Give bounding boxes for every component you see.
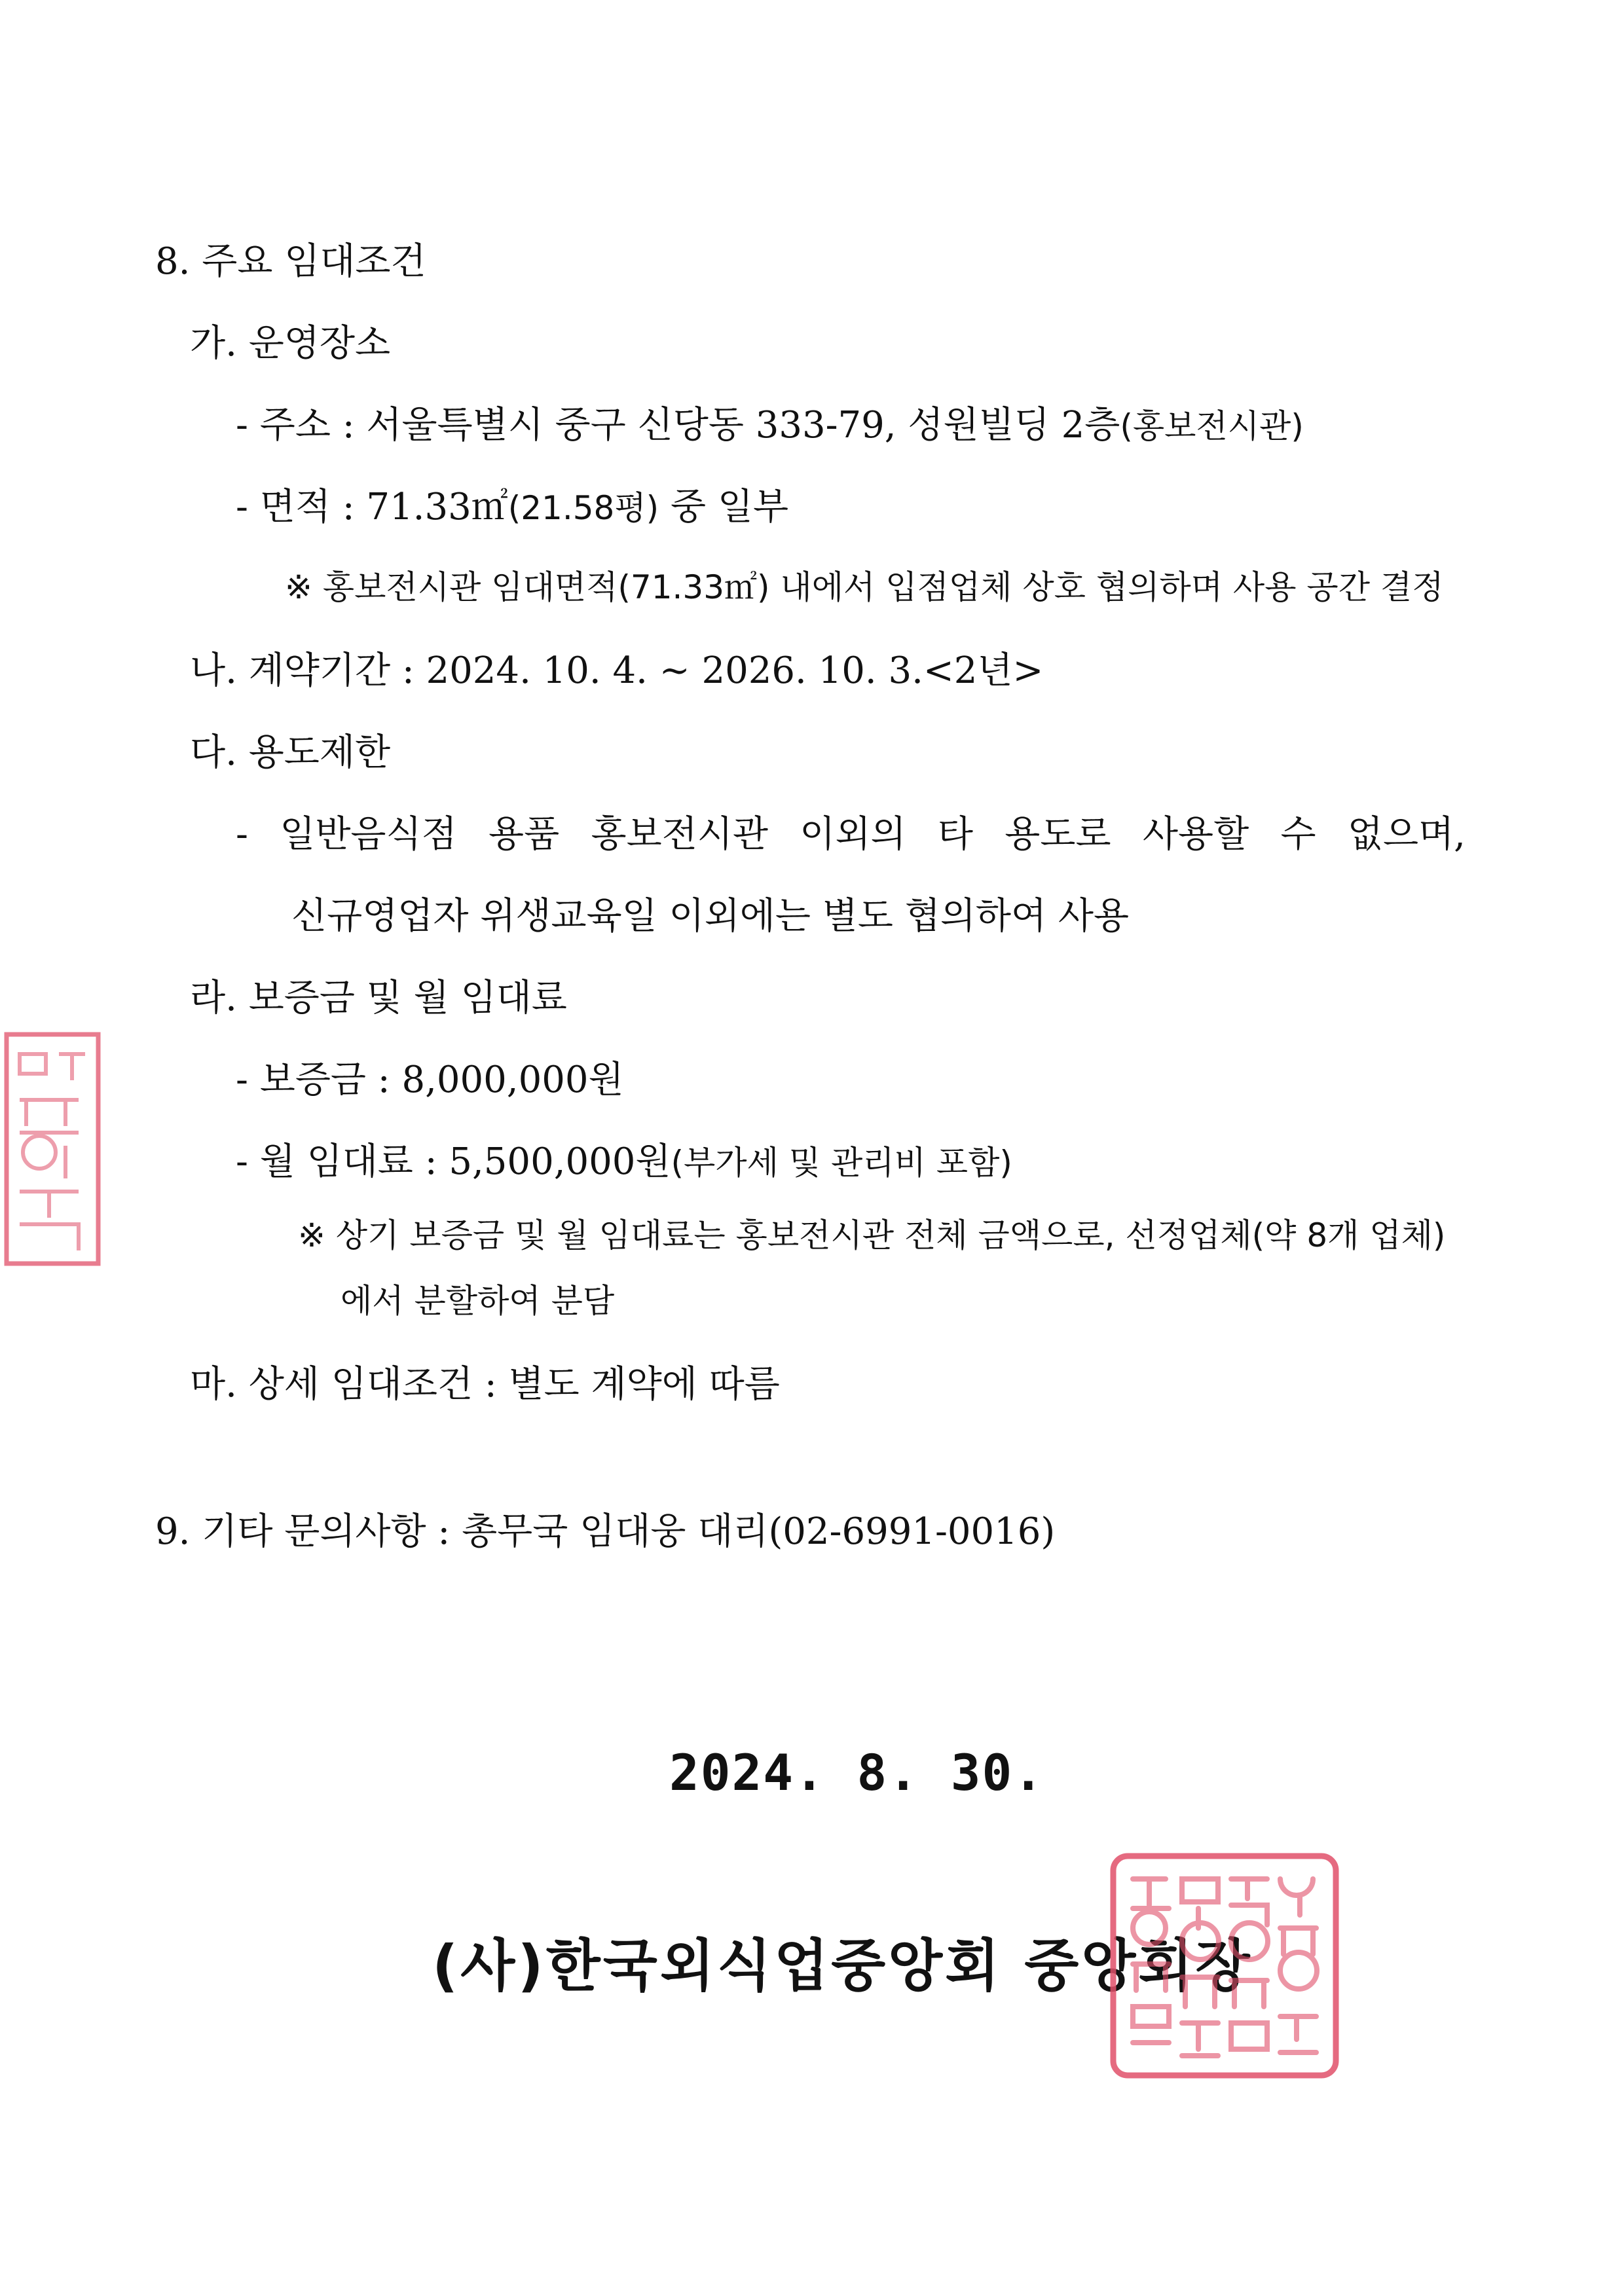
- area-suffix: 중 일부: [659, 486, 789, 528]
- inquiry-contact: 9. 기타 문의사항 : 총무국 임대웅 대리(02-6991-0016): [155, 1510, 1056, 1553]
- usage-word: 이외의: [800, 813, 906, 856]
- usage-word: -: [236, 813, 248, 856]
- usage-word: 수: [1280, 813, 1316, 856]
- monthly-rent-line: [236, 1140, 1012, 1183]
- usage-word: 없으며,: [1347, 813, 1466, 856]
- subsection-da-label: 다. 용도제한: [190, 731, 391, 774]
- usage-word: 일반음식점: [280, 813, 457, 856]
- usage-restriction-line2: 신규영업자 위생교육일 이외에는 별도 협의하여 사용: [291, 895, 1130, 938]
- usage-restriction-line1: [236, 813, 1466, 856]
- address-location: (홍보전시관): [1120, 407, 1304, 445]
- area-pyeong: (21.58평): [507, 489, 659, 527]
- usage-word: 사용할: [1142, 813, 1249, 856]
- side-seal-icon: [0, 1028, 105, 1270]
- area-line: [236, 486, 789, 528]
- subsection-ra-label: 라. 보증금 및 월 임대료: [190, 977, 567, 1019]
- address-line: [236, 404, 1304, 446]
- usage-word: 용도로: [1005, 813, 1111, 856]
- official-seal-icon: [1107, 1850, 1342, 2082]
- monthly-rent-text: - 월 임대료 : 5,500,000원: [236, 1140, 671, 1183]
- usage-word: 홍보전시관: [591, 813, 768, 856]
- area-note: ※ 홍보전시관 임대면적(71.33㎡) 내에서 입점업체 상호 협의하며 사용 공간 결정: [285, 568, 1444, 606]
- rent-note-line1: ※ 상기 보증금 및 월 임대료는 홍보전시관 전체 금액으로, 선정업체(약 8개 업체): [298, 1216, 1446, 1254]
- area-text: - 면적 : 71.33㎡: [236, 486, 508, 528]
- subsection-ga-label: 가. 운영장소: [190, 322, 391, 365]
- section-8-heading: 8. 주요 임대조건: [155, 240, 426, 283]
- usage-word: 타: [937, 813, 973, 856]
- contract-period: 나. 계약기간 : 2024. 10. 4. ~ 2026. 10. 3.<2년>: [190, 649, 1044, 692]
- usage-word: 용품: [489, 813, 560, 856]
- deposit-line: - 보증금 : 8,000,000원: [236, 1059, 624, 1101]
- address-text: - 주소 : 서울특별시 중구 신당동 333-79, 성원빌딩 2층: [236, 404, 1120, 446]
- organization-signature: (사)한국외식업중앙회 중앙회장: [432, 1933, 1253, 1999]
- rent-note-line2: 에서 분할하여 분담: [341, 1282, 615, 1320]
- detailed-terms: 마. 상세 임대조건 : 별도 계약에 따름: [190, 1363, 780, 1406]
- monthly-rent-included: (부가세 및 관리비 포함): [671, 1144, 1012, 1182]
- document-date: 2024. 8. 30.: [669, 1743, 1045, 1802]
